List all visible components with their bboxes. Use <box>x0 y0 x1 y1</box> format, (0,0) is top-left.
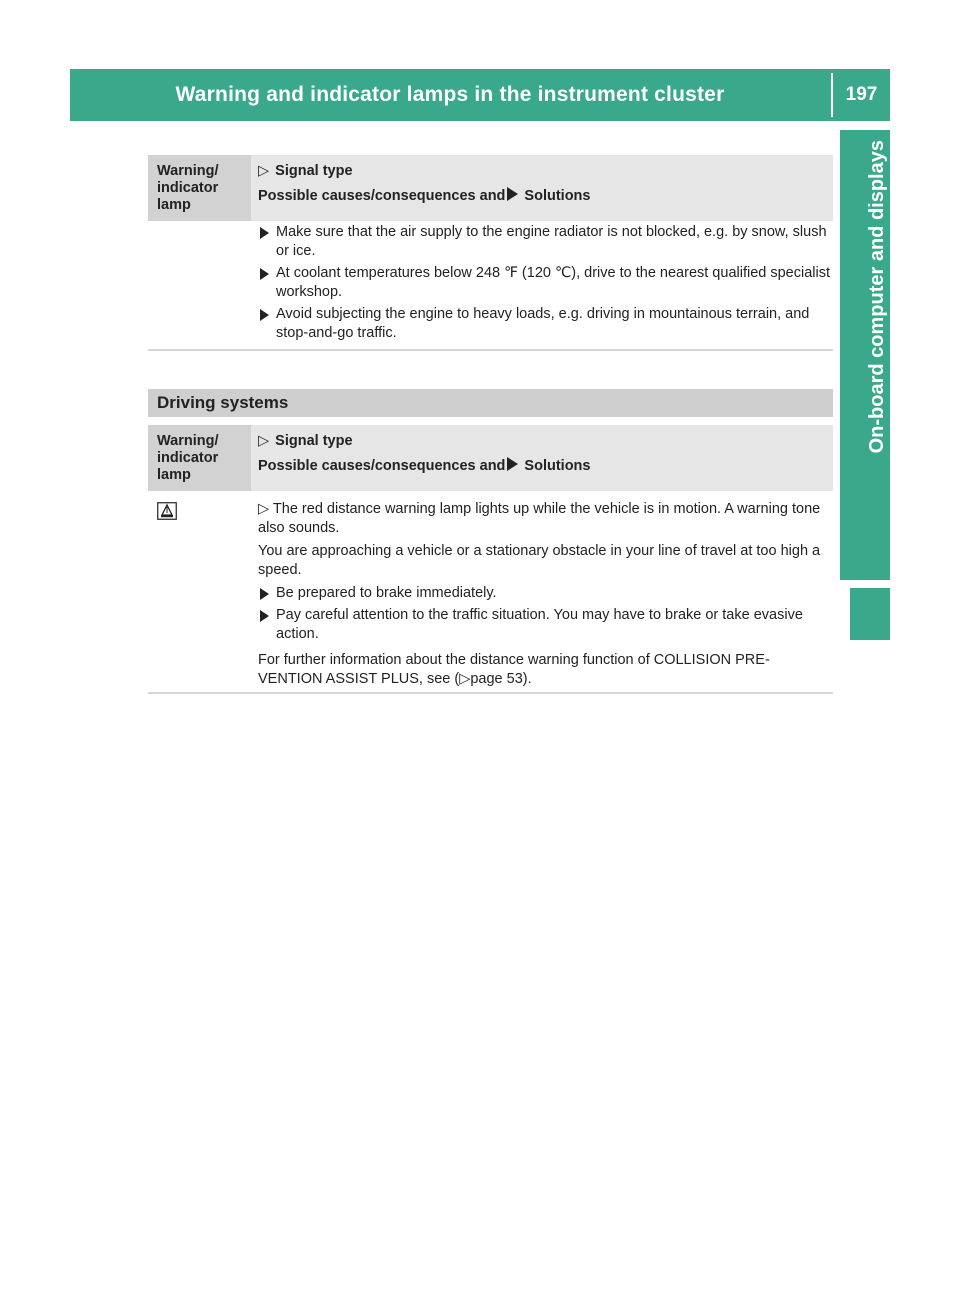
bullet-arrow-icon <box>260 227 269 239</box>
header-signal-type: ▷ Signal type <box>258 163 353 179</box>
signal-triangle-icon: ▷ <box>258 433 270 449</box>
table-divider <box>148 692 833 694</box>
bullet-arrow-icon <box>260 268 269 280</box>
table-header-top <box>148 155 833 221</box>
bullet-arrow-icon <box>260 588 269 600</box>
list-item: Be prepared to brake immediately. <box>258 584 830 603</box>
signal-triangle-icon: ▷ <box>258 163 270 179</box>
header-causes: Possible causes/consequences and Solutions <box>258 188 591 204</box>
page-title: Warning and indicator lamps in the instrument cluster <box>175 83 725 106</box>
list-item: Pay careful attention to the traffic situation. You may have to brake or take evasive action. <box>258 606 830 644</box>
signal-triangle-icon: ▷ <box>258 501 273 517</box>
cause-description: You are approaching a vehicle or a stationary obstacle in your line of travel at too high a speed. <box>258 543 821 578</box>
list-item: Avoid subjecting the engine to heavy loads, e.g. driving in mountainous terrain, and stop-and-go traffic. <box>258 305 830 343</box>
bullet-arrow-icon <box>260 610 269 622</box>
header-causes: Possible causes/consequences and Solutions <box>258 458 591 474</box>
section-title: Driving systems <box>148 389 833 417</box>
solutions-arrow-icon <box>507 187 518 201</box>
list-item: At coolant temperatures below 248 ℉ (120 ℃), drive to the nearest qualified specialist workshop. <box>258 264 830 302</box>
header-lamp-label: Warning/ indicator lamp <box>157 163 219 213</box>
table-header-driving <box>148 425 833 491</box>
bullet-arrow-icon <box>260 309 269 321</box>
list-item: Make sure that the air supply to the engine radiator is not blocked, e.g. by snow, slush or ice. <box>258 223 830 261</box>
page-header <box>70 69 890 121</box>
further-info: For further information about the distance warning function of COLLISION PRE-VENTION ASSIST PLUS, see (▷page 53). <box>258 652 770 687</box>
table-divider <box>148 349 833 351</box>
distance-warning-icon <box>157 502 177 520</box>
chapter-tab-label: On-board computer and displays <box>866 140 888 454</box>
page-number: 197 <box>845 84 878 105</box>
header-lamp-label: Warning/ indicator lamp <box>157 433 219 483</box>
chapter-marker <box>850 588 890 640</box>
page-ref-triangle-icon: ▷ <box>459 671 471 687</box>
signal-description: ▷ The red distance warning lamp lights up while the vehicle is in motion. A warning tone also sounds. <box>258 501 821 536</box>
page-reference-link[interactable]: page 53 <box>470 671 523 687</box>
header-signal-type: ▷ Signal type <box>258 433 353 449</box>
solutions-arrow-icon <box>507 457 518 471</box>
